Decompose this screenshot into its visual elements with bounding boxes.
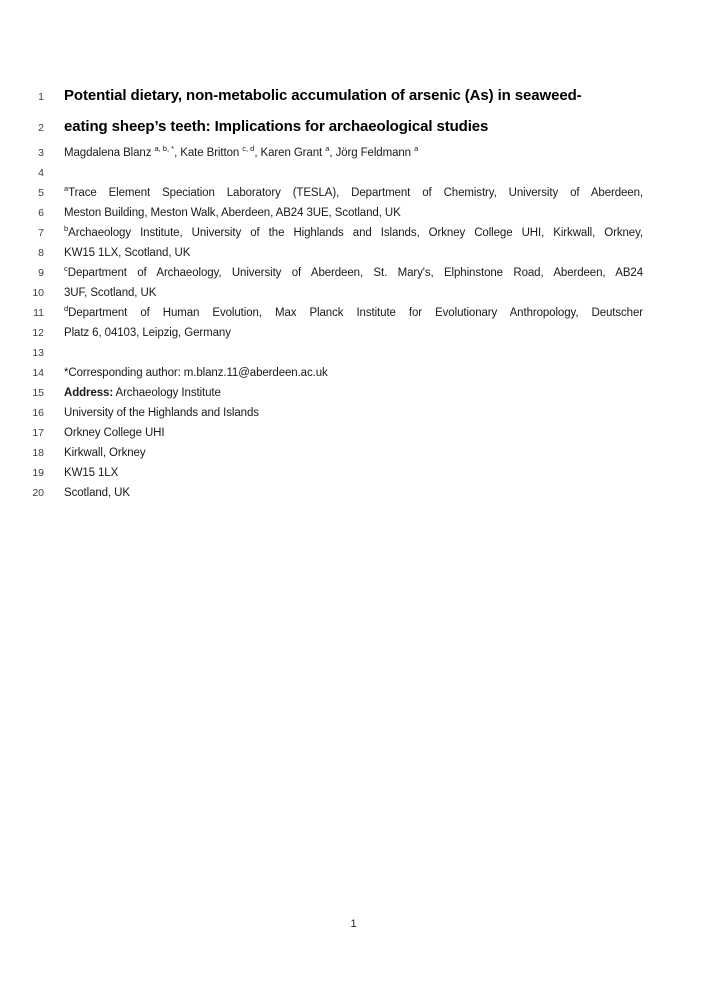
line-number: 10 [32, 287, 44, 299]
line-number: 6 [38, 207, 44, 219]
superscript-segment: a, b, * [154, 144, 175, 154]
line-text [64, 81, 643, 111]
text-segment: Magdalena Blanz [64, 147, 155, 159]
superscript-segment: a [414, 144, 419, 154]
line-number: 7 [38, 227, 44, 239]
manuscript-line [0, 483, 707, 503]
line-number: 11 [33, 307, 44, 319]
manuscript-line [0, 81, 707, 112]
text-segment: , Karen Grant [254, 147, 326, 159]
line-text [64, 383, 643, 403]
lines-container [0, 81, 707, 503]
line-text [64, 323, 643, 343]
text-segment: Platz 6, 04103, Leipzig, Germany [64, 327, 231, 339]
superscript-segment: c [64, 264, 68, 274]
text-segment: 3UF, Scotland, UK [64, 287, 157, 299]
line-number: 5 [38, 187, 44, 199]
line-text [64, 143, 643, 163]
text-segment: , Kate Britton [174, 147, 243, 159]
line-number: 2 [38, 122, 44, 134]
manuscript-line [0, 163, 707, 183]
manuscript-line [0, 423, 707, 443]
manuscript-line [0, 463, 707, 483]
text-segment: Department of Human Evolution, Max Planck Institute for Evolutionary Anthropology, Deutscher [68, 307, 643, 319]
manuscript-line [0, 223, 707, 243]
line-text [64, 463, 643, 483]
text-segment: *Corresponding author: m.blanz.11@aberdeen.ac.uk [64, 367, 328, 379]
text-segment: KW15 1LX, Scotland, UK [64, 247, 191, 259]
line-number: 14 [32, 367, 44, 379]
text-segment: Archaeology Institute [113, 387, 221, 399]
line-number: 3 [38, 147, 44, 159]
text-segment: Scotland, UK [64, 487, 130, 499]
line-text [64, 243, 643, 263]
line-number: 13 [32, 347, 44, 359]
text-segment: Kirkwall, Orkney [64, 447, 146, 459]
line-text [64, 203, 643, 223]
line-number: 20 [32, 487, 44, 499]
text-segment: , Jörg Feldmann [329, 147, 415, 159]
line-text [64, 483, 643, 503]
text-segment: Potential dietary, non-metabolic accumulation of arsenic (As) in seaweed- [64, 87, 582, 104]
line-number: 9 [38, 267, 44, 279]
line-text [64, 423, 643, 443]
superscript-segment: d [64, 304, 69, 314]
superscript-segment: c, d [242, 144, 255, 154]
line-text [64, 283, 643, 303]
line-number: 16 [32, 407, 44, 419]
manuscript-line [0, 243, 707, 263]
manuscript-line [0, 143, 707, 163]
manuscript-line [0, 323, 707, 343]
page-number: 1 [350, 918, 357, 930]
manuscript-line [0, 363, 707, 383]
superscript-segment: a [64, 184, 69, 194]
manuscript-line [0, 443, 707, 463]
text-segment: KW15 1LX [64, 467, 119, 479]
line-number: 4 [38, 167, 44, 179]
manuscript-line [0, 263, 707, 283]
line-number: 17 [32, 427, 44, 439]
page-number-footer [0, 918, 707, 930]
bold-segment: Address: [64, 387, 114, 399]
line-text [64, 363, 643, 383]
manuscript-line [0, 112, 707, 143]
text-segment: Meston Building, Meston Walk, Aberdeen, AB24 3UE, Scotland, UK [64, 207, 401, 219]
line-number: 19 [32, 467, 44, 479]
manuscript-line [0, 403, 707, 423]
line-number: 12 [32, 327, 44, 339]
manuscript-line [0, 183, 707, 203]
manuscript-line [0, 303, 707, 323]
text-segment: Archaeology Institute, University of the Highlands and Islands, Orkney College UHI, Kirkwall, Orkney, [68, 227, 643, 239]
text-segment: Orkney College UHI [64, 427, 165, 439]
text-segment: eating sheep’s teeth: Implications for archaeological studies [64, 118, 489, 135]
line-text [64, 263, 643, 283]
line-text [64, 443, 643, 463]
manuscript-line [0, 283, 707, 303]
manuscript-line [0, 383, 707, 403]
line-number: 15 [32, 387, 44, 399]
manuscript-line [0, 343, 707, 363]
line-number: 18 [32, 447, 44, 459]
text-segment: Trace Element Speciation Laboratory (TESLA), Department of Chemistry, University of Aberdeen, [68, 187, 643, 199]
line-text [64, 183, 643, 203]
text-segment: University of the Highlands and Islands [64, 407, 259, 419]
line-number: 1 [38, 91, 44, 103]
line-text [64, 223, 643, 243]
text-segment: Department of Archaeology, University of Aberdeen, St. Mary's, Elphinstone Road, Aberdeen, AB24 [67, 267, 643, 279]
line-text [64, 303, 643, 323]
manuscript-line [0, 203, 707, 223]
superscript-segment: b [64, 224, 69, 234]
line-text [64, 112, 643, 142]
line-number: 8 [38, 247, 44, 259]
line-text [64, 403, 643, 423]
superscript-segment: a [325, 144, 330, 154]
